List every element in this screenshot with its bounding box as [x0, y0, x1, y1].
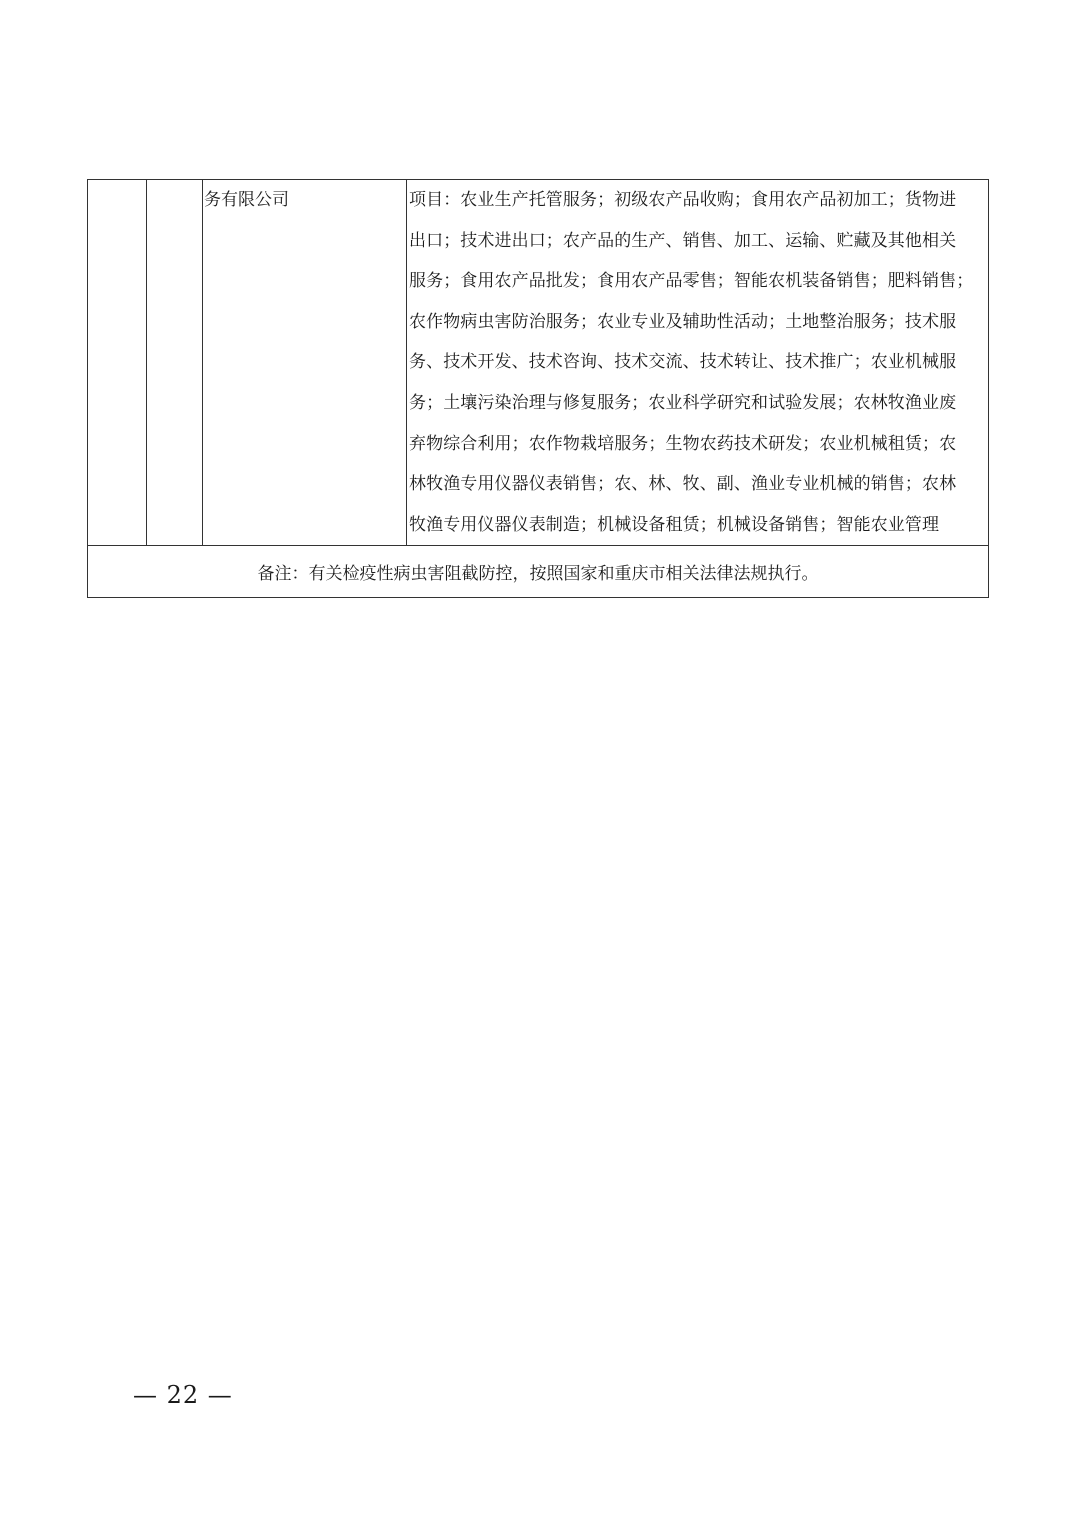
scope-line: 林牧渔专用仪器仪表销售；农、林、牧、副、渔业专业机械的销售；农林	[409, 474, 957, 495]
note-row	[88, 546, 989, 598]
scope-line: 务；土壤污染治理与修复服务；农业科学研究和试验发展；农林牧渔业废	[409, 392, 957, 413]
scope-line: 农作物病虫害防治服务；农业专业及辅助性活动；土地整治服务；技术服	[409, 311, 957, 332]
scope-line: 务、技术开发、技术咨询、技术交流、技术转让、技术推广；农业机械服	[409, 352, 957, 373]
scope-line: 牧渔专用仪器仪表制造；机械设备租赁；机械设备销售；智能农业管理	[409, 514, 940, 535]
business-scope-cell	[407, 180, 989, 546]
company-name-text: 务有限公司	[204, 190, 289, 210]
index-cell	[88, 180, 147, 546]
scope-line: 弃物综合利用；农作物栽培服务；生物农药技术研发；农业机械租赁；农	[409, 433, 957, 454]
company-name-cell	[203, 180, 407, 546]
table-row	[88, 180, 989, 546]
note-text: 备注：有关检疫性病虫害阻截防控，按照国家和重庆市相关法律法规执行。	[257, 564, 819, 585]
document-table	[87, 179, 989, 598]
region-cell	[147, 180, 203, 546]
scope-line: 出口；技术进出口；农产品的生产、销售、加工、运输、贮藏及其他相关	[409, 230, 957, 251]
scope-line: 项目：农业生产托管服务；初级农产品收购；食用农产品初加工；货物进	[409, 190, 957, 210]
note-cell	[88, 546, 989, 598]
page-number: — 22 —	[133, 1381, 233, 1409]
scope-line: 服务；食用农产品批发；食用农产品零售；智能农机装备销售；肥料销售；	[409, 271, 974, 292]
